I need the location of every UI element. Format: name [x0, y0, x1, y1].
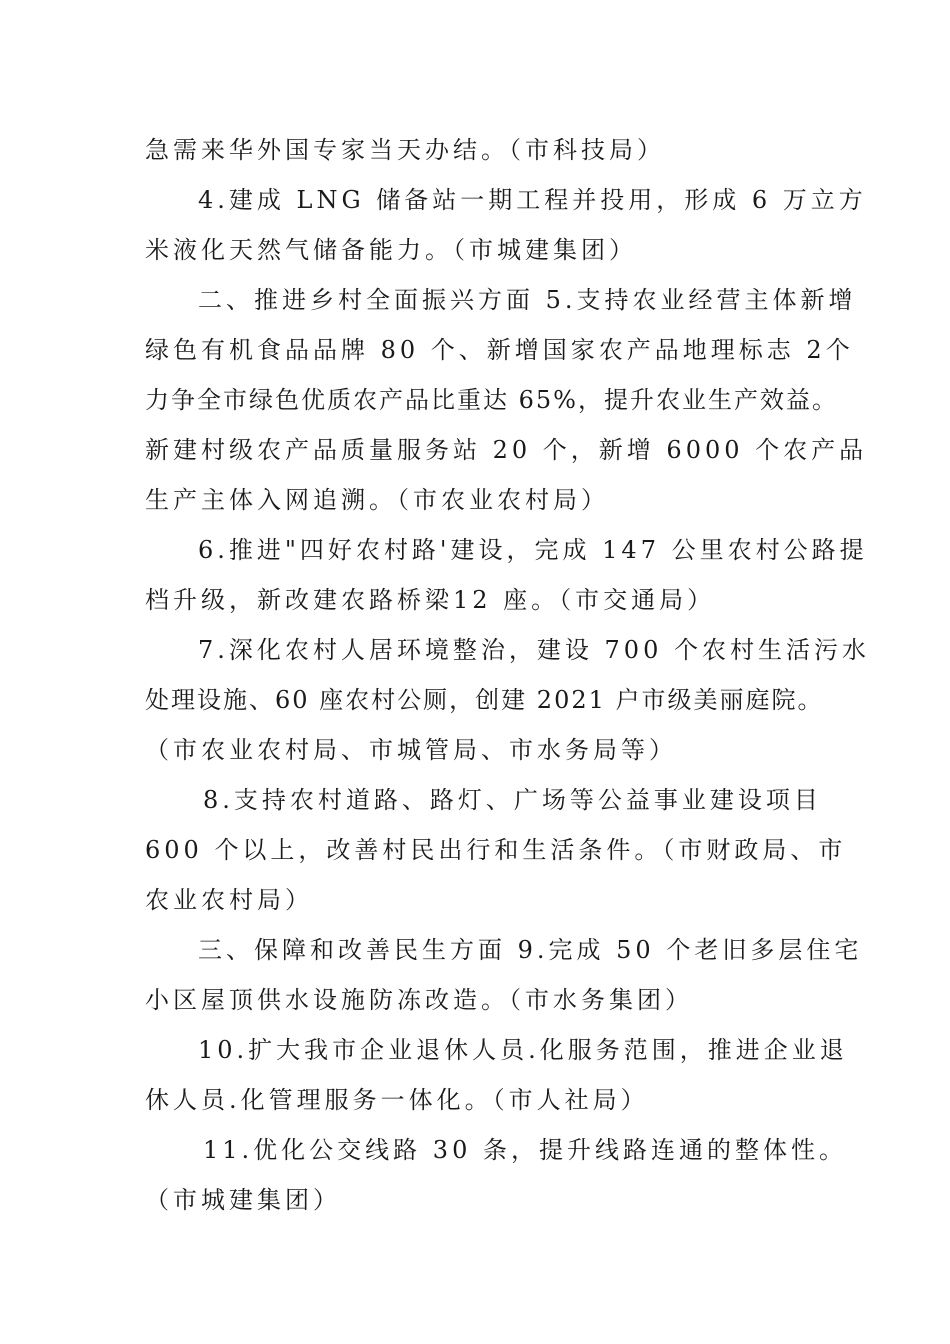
- text-line: 6.推进"四好农村路'建设，完成 147 公里农村公路提: [198, 536, 868, 564]
- text-line: 农业农村局）: [145, 886, 313, 914]
- text-line: 小区屋顶供水设施防冻改造。（市水务集团）: [145, 986, 693, 1014]
- text-line: 4.建成 LNG 储备站一期工程并投用，形成 6 万立方: [198, 186, 867, 214]
- text-line: 绿色有机食品品牌 80 个、新增国家农产品地理标志 2个: [145, 336, 854, 364]
- text-line: （市城建集团）: [145, 1186, 341, 1214]
- text-line: 档升级，新改建农路桥梁12 座。（市交通局）: [145, 586, 716, 614]
- text-line: 生产主体入网追溯。（市农业农村局）: [145, 486, 609, 514]
- text-line: 7.深化农村人居环境整治，建设 700 个农村生活污水: [198, 636, 870, 664]
- text-line: 米液化天然气储备能力。（市城建集团）: [145, 236, 637, 264]
- text-line: 新建村级农产品质量服务站 20 个，新增 6000 个农产品: [145, 436, 868, 464]
- text-line: 11.优化公交线路 30 条，提升线路连通的整体性。: [203, 1136, 847, 1164]
- text-line: （市农业农村局、市城管局、市水务局等）: [145, 736, 677, 764]
- text-line: 处理设施、60 座农村公厕，创建 2021 户市级美丽庭院。: [145, 686, 824, 714]
- text-line: 600 个以上，改善村民出行和生活条件。（市财政局、市: [145, 836, 847, 864]
- text-line: 10.扩大我市企业退休人员.化服务范围，推进企业退: [198, 1036, 848, 1064]
- text-line: 三、保障和改善民生方面 9.完成 50 个老旧多层住宅: [198, 936, 863, 964]
- text-line: 二、推进乡村全面振兴方面 5.支持农业经营主体新增: [198, 286, 857, 314]
- text-line: 急需来华外国专家当天办结。（市科技局）: [145, 136, 665, 164]
- text-line: 力争全市绿色优质农产品比重达 65%，提升农业生产效益。: [145, 386, 838, 414]
- text-line: 休人员.化管理服务一体化。（市人社局）: [145, 1086, 649, 1114]
- text-line: 8.支持农村道路、路灯、广场等公益事业建设项目: [203, 786, 822, 814]
